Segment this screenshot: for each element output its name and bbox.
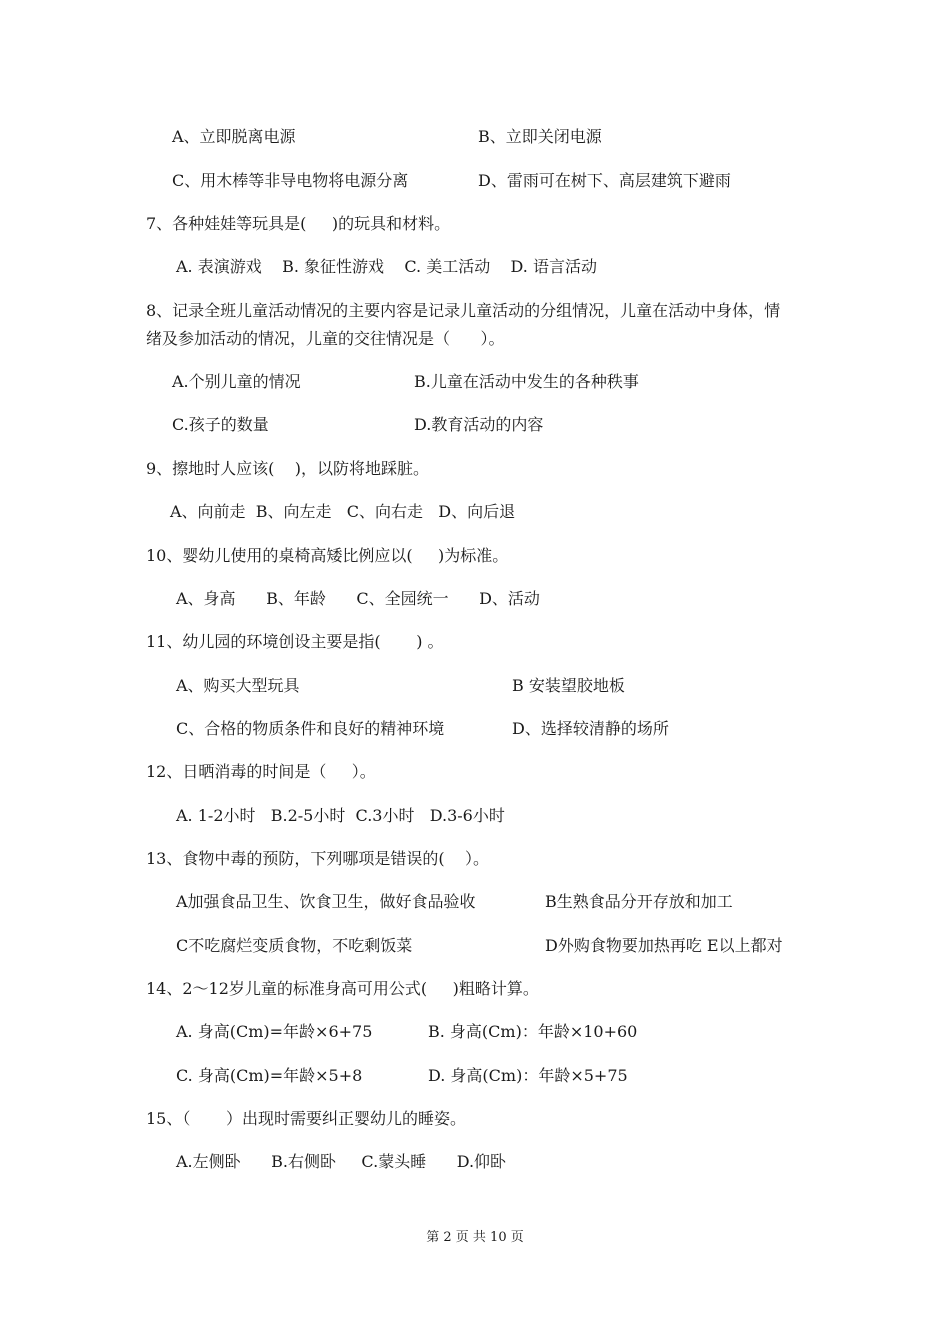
question-10: 10、婴幼儿使用的桌椅高矮比例应以( )为标准。 [146, 546, 509, 565]
q11-option-a: A、购买大型玩具 [176, 676, 300, 695]
q6-option-a: A、立即脱离电源 [172, 127, 296, 146]
q7-options: A. 表演游戏 B. 象征性游戏 C. 美工活动 D. 语言活动 [176, 257, 597, 276]
question-12: 12、日晒消毒的时间是（ ）。 [146, 762, 376, 781]
q8-option-d: D.教育活动的内容 [414, 415, 544, 434]
q14-option-d: D. 身高(Cm)：年龄×5+75 [428, 1066, 628, 1085]
question-14: 14、2～12岁儿童的标准身高可用公式( )粗略计算。 [146, 979, 539, 998]
question-13: 13、食物中毒的预防，下列哪项是错误的( ）。 [146, 849, 489, 868]
q8-option-c: C.孩子的数量 [172, 415, 269, 434]
q8-option-a: A.个别儿童的情况 [172, 372, 301, 391]
page-number-footer: 第 2 页 共 10 页 [426, 1230, 524, 1245]
q13-option-c: C不吃腐烂变质食物，不吃剩饭菜 [176, 936, 413, 955]
q13-option-b: B生熟食品分开存放和加工 [545, 892, 733, 911]
q12-options: A. 1-2小时 B.2-5小时 C.3小时 D.3-6小时 [176, 806, 505, 825]
question-9: 9、擦地时人应该( )，以防将地踩脏。 [146, 459, 430, 478]
question-7: 7、各种娃娃等玩具是( )的玩具和材料。 [146, 214, 451, 233]
q13-option-a: A加强食品卫生、饮食卫生，做好食品验收 [176, 892, 476, 911]
q13-option-d: D外购食物要加热再吃 E以上都对 [545, 936, 783, 955]
q11-option-b: B 安装望胶地板 [512, 676, 625, 695]
question-8-line-1: 8、记录全班儿童活动情况的主要内容是记录儿童活动的分组情况，儿童在活动中身体，情 [146, 301, 781, 320]
q9-options: A、向前走 B、向左走 C、向右走 D、向后退 [170, 502, 516, 521]
q11-option-c: C、合格的物质条件和良好的精神环境 [176, 719, 445, 738]
q6-option-d: D、雷雨可在树下、高层建筑下避雨 [478, 171, 731, 190]
q6-option-c: C、用木棒等非导电物将电源分离 [172, 171, 409, 190]
q14-option-b: B. 身高(Cm)：年龄×10+60 [428, 1022, 638, 1041]
q14-option-a: A. 身高(Cm)=年龄×6+75 [176, 1022, 373, 1041]
q14-option-c: C. 身高(Cm)=年龄×5+8 [176, 1066, 363, 1085]
q6-option-b: B、立即关闭电源 [478, 127, 602, 146]
question-8-line-2: 绪及参加活动的情况，儿童的交往情况是（ ）。 [146, 329, 505, 348]
q8-option-b: B.儿童在活动中发生的各种秩事 [414, 372, 639, 391]
question-15: 15、（ ）出现时需要纠正婴幼儿的睡姿。 [146, 1109, 466, 1128]
question-11: 11、幼儿园的环境创设主要是指( ) 。 [146, 632, 444, 651]
q15-options: A.左侧卧 B.右侧卧 C.蒙头睡 D.仰卧 [176, 1152, 507, 1171]
q10-options: A、身高 B、年龄 C、全园统一 D、活动 [176, 589, 540, 608]
q11-option-d: D、选择较清静的场所 [512, 719, 669, 738]
